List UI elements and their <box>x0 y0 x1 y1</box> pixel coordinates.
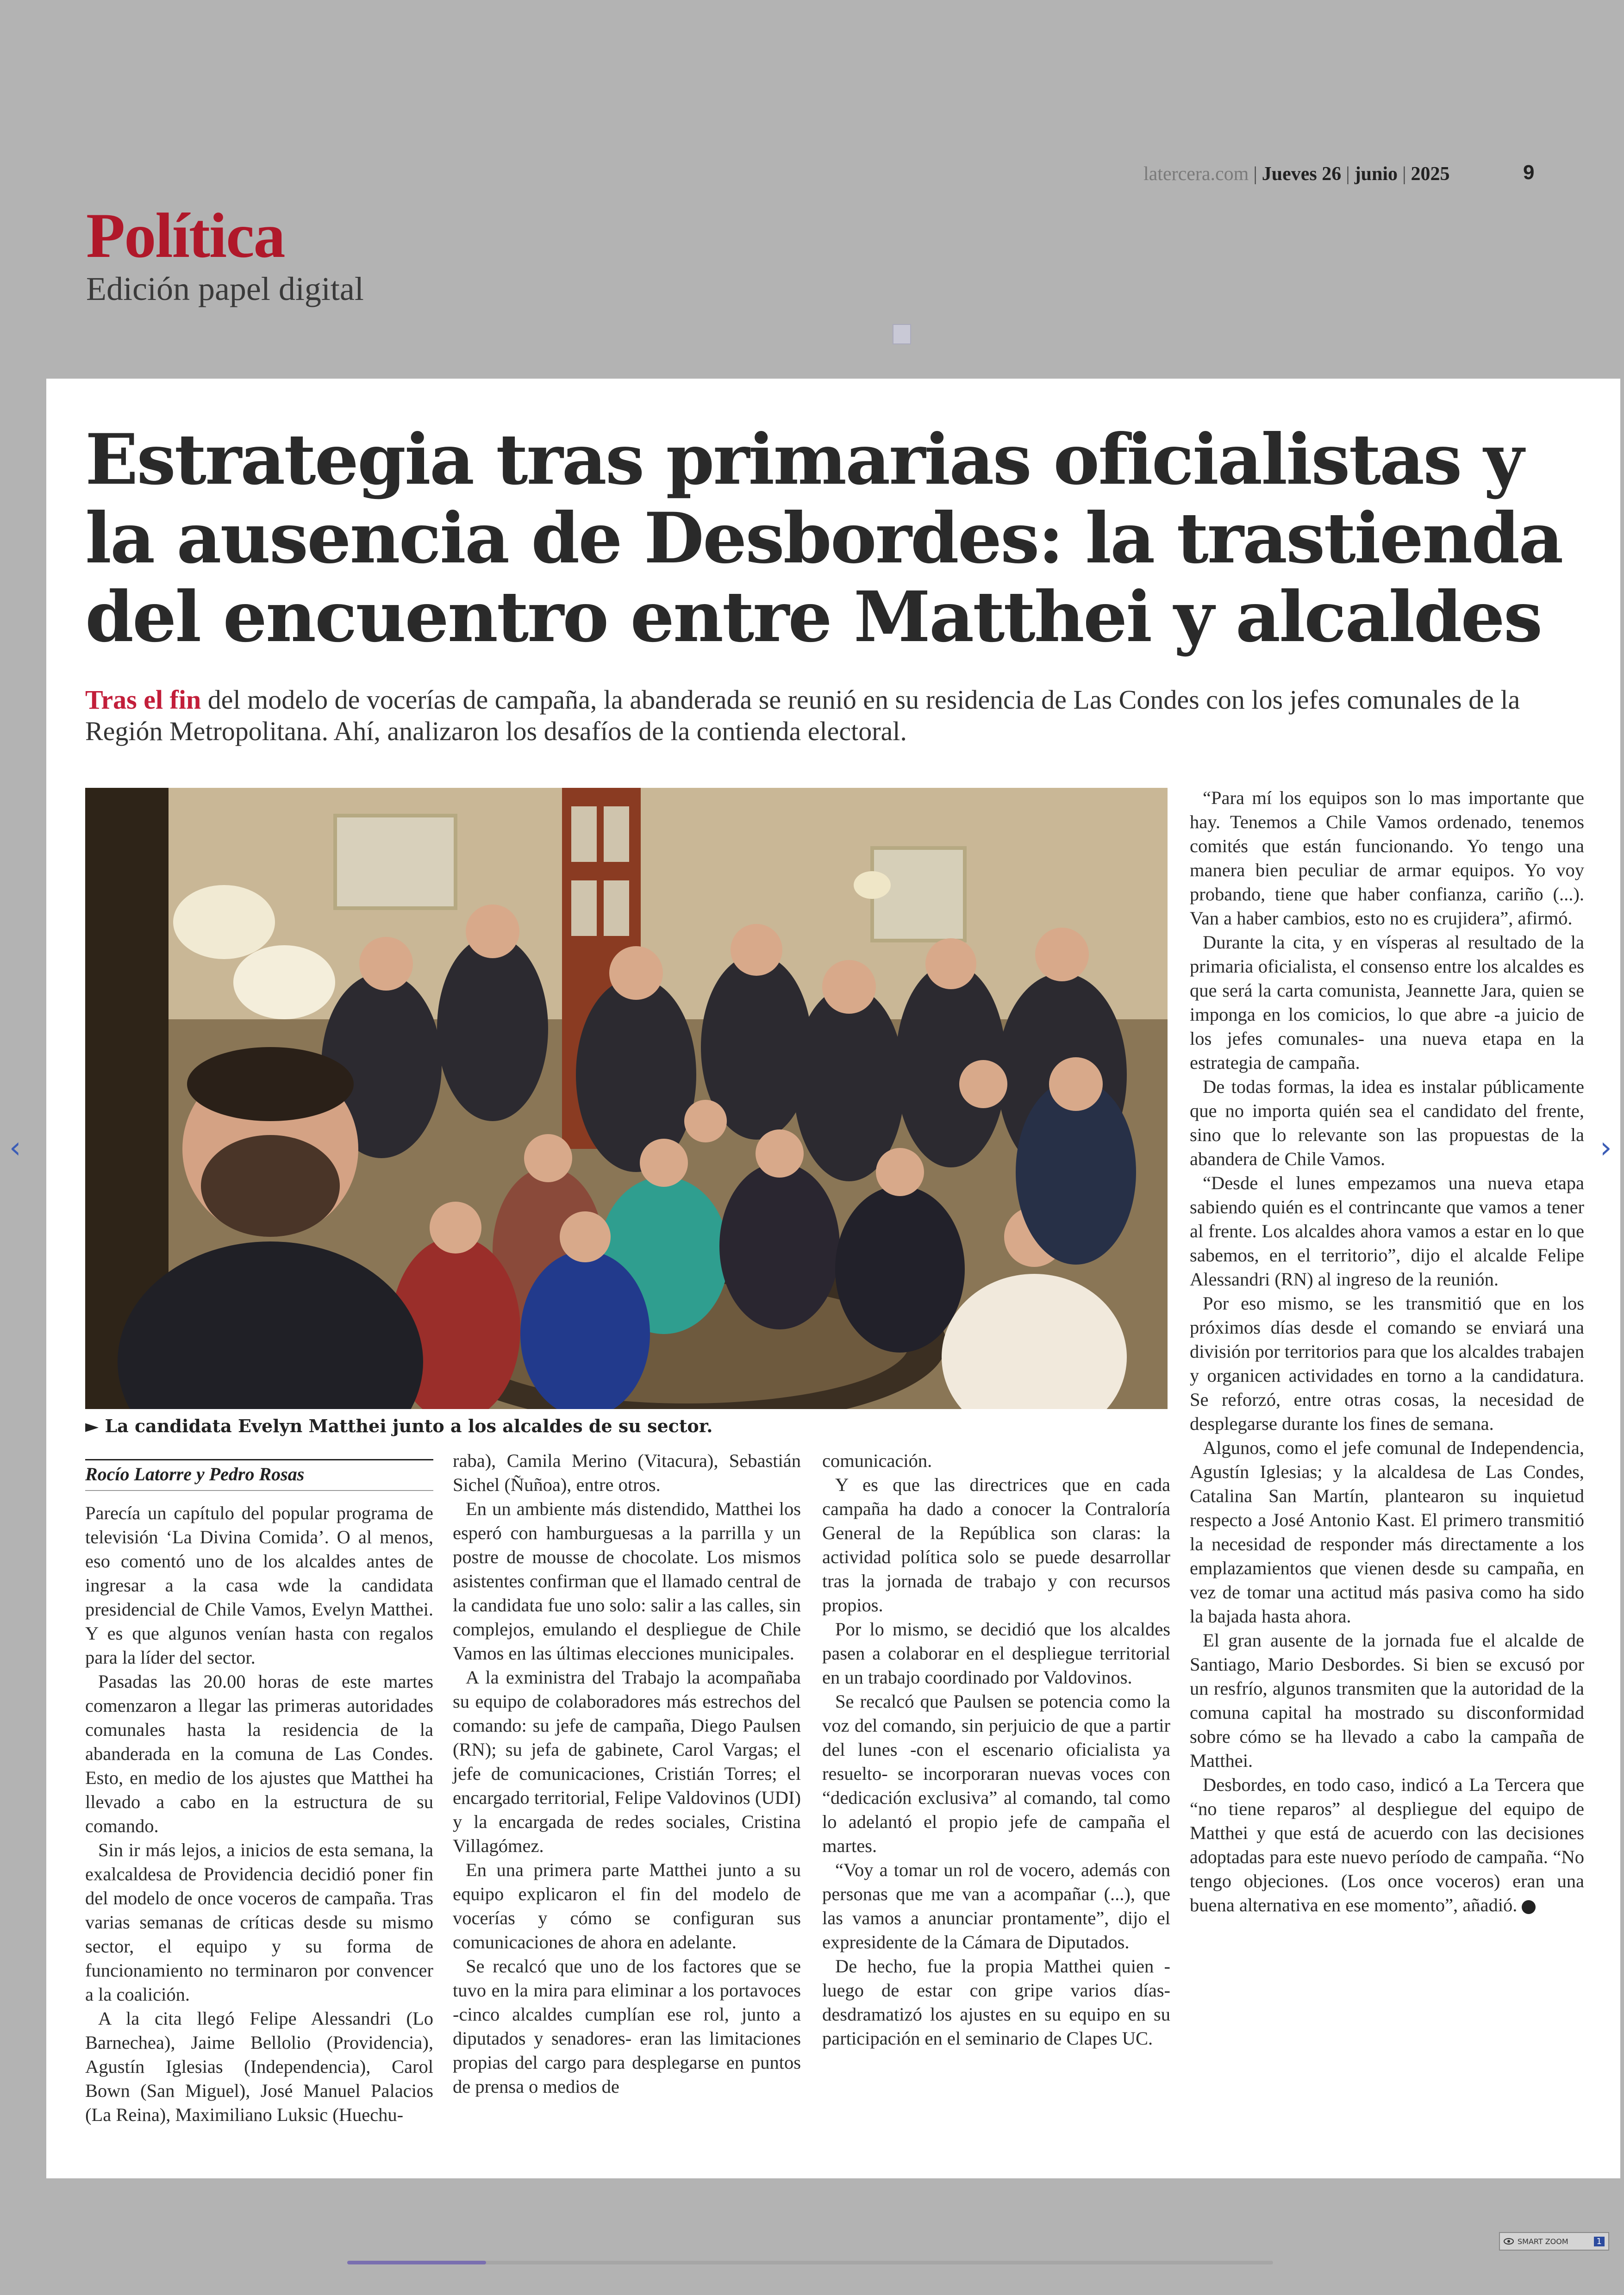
article-deck <box>85 684 1567 747</box>
paragraph: Algunos, como el jefe comunal de Independencia, Agustín Iglesias; y la alcaldesa de Las Condes, Catalina San Martín, plantearon su inquietud respecto a José Antonio Kast. El primero transmitió la necesidad de responder más directamente a los emplazamientos que vienen desde su campaña, en vez de tomar una actitud más pasiva como ha sido la bajada hasta ahora. <box>1190 1437 1584 1627</box>
paragraph: El gran ausente de la jornada fue el alcalde de Santiago, Mario Desbordes. Si bien se excusó por un resfrío, algunos transmiten que la autoridad de la comuna capital ha mostrado su disconformidad sobre cómo se ha llevado a cabo la campaña de Matthei. <box>1190 1630 1584 1771</box>
paragraph: Se recalcó que Paulsen se potencia como la voz del comando, sin perjuicio de que a partir del lunes -con el escenario oficialista ya resuelto- se incorporaran nuevas voces con “dedicación exclusiva” al comando, tal como lo adelantó el propio jefe de campaña el martes. <box>822 1691 1170 1856</box>
paragraph: raba), Camila Merino (Vitacura), Sebastián Sichel (Ñuñoa), entre otros. <box>453 1450 801 1495</box>
paragraph: “Desde el lunes empezamos una nueva etapa sabiendo quién es el contrincante que vamos a tener al frente. Los alcaldes ahora vamos a estar en lo que sabemos, en el territorio”, dijo el alcalde Felipe Alessandri (RN) al ingreso de la reunión. <box>1190 1172 1584 1290</box>
paragraph: Pasadas las 20.00 horas de este martes comenzaron a llegar las primeras autoridades comunales hasta la residencia de la abanderada en la comuna de Las Condes. Esto, en medio de los ajustes que Matthei ha llevado a cabo en la estructura de su comando. <box>85 1671 433 1836</box>
paragraph: comunicación. <box>822 1450 932 1471</box>
paragraph: De todas formas, la idea es instalar públicamente que no importa quién sea el candidato del frente, sino que lo relevante son las propuestas de la abandera de Chile Vamos. <box>1190 1076 1584 1169</box>
paragraph: Por lo mismo, se decidió que los alcaldes pasen a colaborar en el despliegue territorial en un trabajo coordinado por Valdovinos. <box>822 1619 1170 1688</box>
deck-text: del modelo de vocerías de campaña, la abanderada se reunió en su residencia de Las Condes con los jefes comunales de la Región Metropolitana. Ahí, analizaron los desafíos de la contienda electoral. <box>85 685 1520 746</box>
byline: Rocío Latorre y Pedro Rosas <box>85 1459 433 1491</box>
masthead-dateline: latercera.com | Jueves 26 | junio | 2025 <box>1143 163 1450 185</box>
paragraph <box>1190 1773 1584 1917</box>
group-photo-illustration <box>85 788 1168 1409</box>
article-column-3 <box>822 1449 1170 2051</box>
paragraph: Se recalcó que uno de los factores que se tuvo en la mira para eliminar a los portavoces -cinco alcaldes cumplían ese rol, junto a diputados y senadores- eran las limitaciones propias del cargo para desplegarse en puntos de prensa o medios de <box>453 1956 801 2097</box>
smart-zoom-button[interactable] <box>1499 2232 1609 2251</box>
previous-page-arrow-icon[interactable]: ‹ <box>9 1131 21 1165</box>
paragraph-text: Desbordes, en todo caso, indicó a La Tercera que “no tiene reparos” al despliegue del equipo de Matthei y que está de acuerdo con las decisiones adoptadas para este nuevo período de campaña. “No tengo objeciones. (Los once voceros) eran una buena alternativa en ese momento”, añadió. <box>1190 1774 1584 1915</box>
eye-icon <box>1504 2238 1514 2245</box>
paragraph: Y es que las directrices que en cada campaña ha dado a conocer la Contraloría General de la República son claras: la actividad política solo se puede desarrollar tras la jornada de trabajo y con recursos propios. <box>822 1474 1170 1615</box>
article-photo[interactable] <box>85 788 1168 1409</box>
article-page <box>46 379 1620 2178</box>
next-page-arrow-icon[interactable]: › <box>1600 1131 1612 1165</box>
paragraph: De hecho, fue la propia Matthei quien -luego de estar con gripe varios días- desdramatizó los ajustes en su equipo en su participación en el seminario de Clapes UC. <box>822 1956 1170 2049</box>
section-title: Política <box>86 200 285 271</box>
page-progress-bar[interactable] <box>347 2261 1273 2264</box>
date-month: junio <box>1354 163 1398 185</box>
article-headline: Estrategia tras primarias oficialistas y la ausencia de Desbordes: la trastienda del encuentro entre Matthei y alcaldes <box>85 419 1562 658</box>
date-day: Jueves 26 <box>1262 163 1342 185</box>
site-name: latercera.com <box>1143 163 1249 185</box>
paragraph: Parecía un capítulo del popular programa de televisión ‘La Divina Comida’. O al menos, eso comentó uno de los alcaldes antes de ingresar a la casa wde la candidata presidencial de Chile Vamos, Evelyn Matthei. Y es que algunos venían hasta con regalos para la líder del sector. <box>85 1503 433 1668</box>
article-column-1 <box>85 1459 433 2127</box>
end-of-article-icon <box>1522 1900 1536 1914</box>
smart-zoom-count: 1 <box>1594 2237 1605 2246</box>
paragraph: Sin ir más lejos, a inicios de esta semana, la exalcaldesa de Providencia decidió poner fin del modelo de once voceros de campaña. Tras varias semanas de críticas desde su mismo sector, el equipo y su forma de funcionamiento no terminaron por convencer a la coalición. <box>85 1840 433 2005</box>
photo-caption: ► La candidata Evelyn Matthei junto a los alcaldes de su sector. <box>85 1416 713 1436</box>
page-number: 9 <box>1523 161 1535 184</box>
paragraph: A la cita llegó Felipe Alessandri (Lo Barnechea), Jaime Bellolio (Providencia), Agustín Iglesias (Independencia), Carol Bown (San Miguel), José Manuel Palacios (La Reina), Maximiliano Luksic (Huechu- <box>85 2008 433 2125</box>
paragraph: Durante la cita, y en vísperas al resultado de la primaria oficialista, el consenso entre los alcaldes es que será la carta comunista, Jeannette Jara, quien se imponga en los comicios, lo que abre -a juicio de los jefes comunales- una nueva etapa en la estrategia de campaña. <box>1190 932 1584 1073</box>
paragraph: “Para mí los equipos son lo mas importante que hay. Tenemos a Chile Vamos ordenado, tenemos comités que están funcionando. Yo tengo una manera bien peculiar de armar equipos. Yo voy probando, tiene que haber confianza, cariño (...). Van a haber cambios, esto no es crujidera”, afirmó. <box>1190 787 1584 929</box>
paragraph: “Voy a tomar un rol de vocero, además con personas que me van a acompañar (...), que las vamos a anunciar prontamente”, dijo el expresidente de la Cámara de Diputados. <box>822 1859 1170 1952</box>
smart-zoom-label: SMART ZOOM <box>1518 2237 1568 2246</box>
article-column-4 <box>1190 786 1584 1917</box>
page-progress-fill <box>347 2261 486 2264</box>
paragraph: Por eso mismo, se les transmitió que en los próximos días desde el comando se enviará una división por territorios para que los alcaldes trabajen y organicen actividades en torno a la candidatura. Se reforzó, entre otras cosas, la necesidad de desplegarse durante los fines de semana. <box>1190 1293 1584 1434</box>
paragraph: En una primera parte Matthei junto a su equipo explicaron el fin del modelo de vocerías y cómo se configuran sus comunicaciones de ahora en adelante. <box>453 1859 801 1952</box>
deck-lead: Tras el fin <box>85 685 201 715</box>
bookmark-flag-icon[interactable] <box>893 324 911 344</box>
paragraph: En un ambiente más distendido, Matthei los esperó con hamburguesas a la parrilla y un postre de mousse de chocolate. Los mismos asistentes confirman que el llamado central de la candidata fue uno solo: salir a las calles, sin complejos, emulando el despliegue de Chile Vamos en las últimas elecciones municipales. <box>453 1498 801 1664</box>
article-column-2 <box>453 1449 801 2099</box>
paragraph: A la exministra del Trabajo la acompañaba su equipo de colaboradores más estrechos del comando: su jefe de campaña, Diego Paulsen (RN); su jefa de gabinete, Carol Vargas; el jefe de comunicaciones, Cristián Torres; el encargado territorial, Felipe Valdovinos (UDI) y la encargada de redes sociales, Cristina Villagómez. <box>453 1667 801 1856</box>
section-subtitle: Edición papel digital <box>86 270 364 307</box>
date-year: 2025 <box>1411 163 1450 185</box>
